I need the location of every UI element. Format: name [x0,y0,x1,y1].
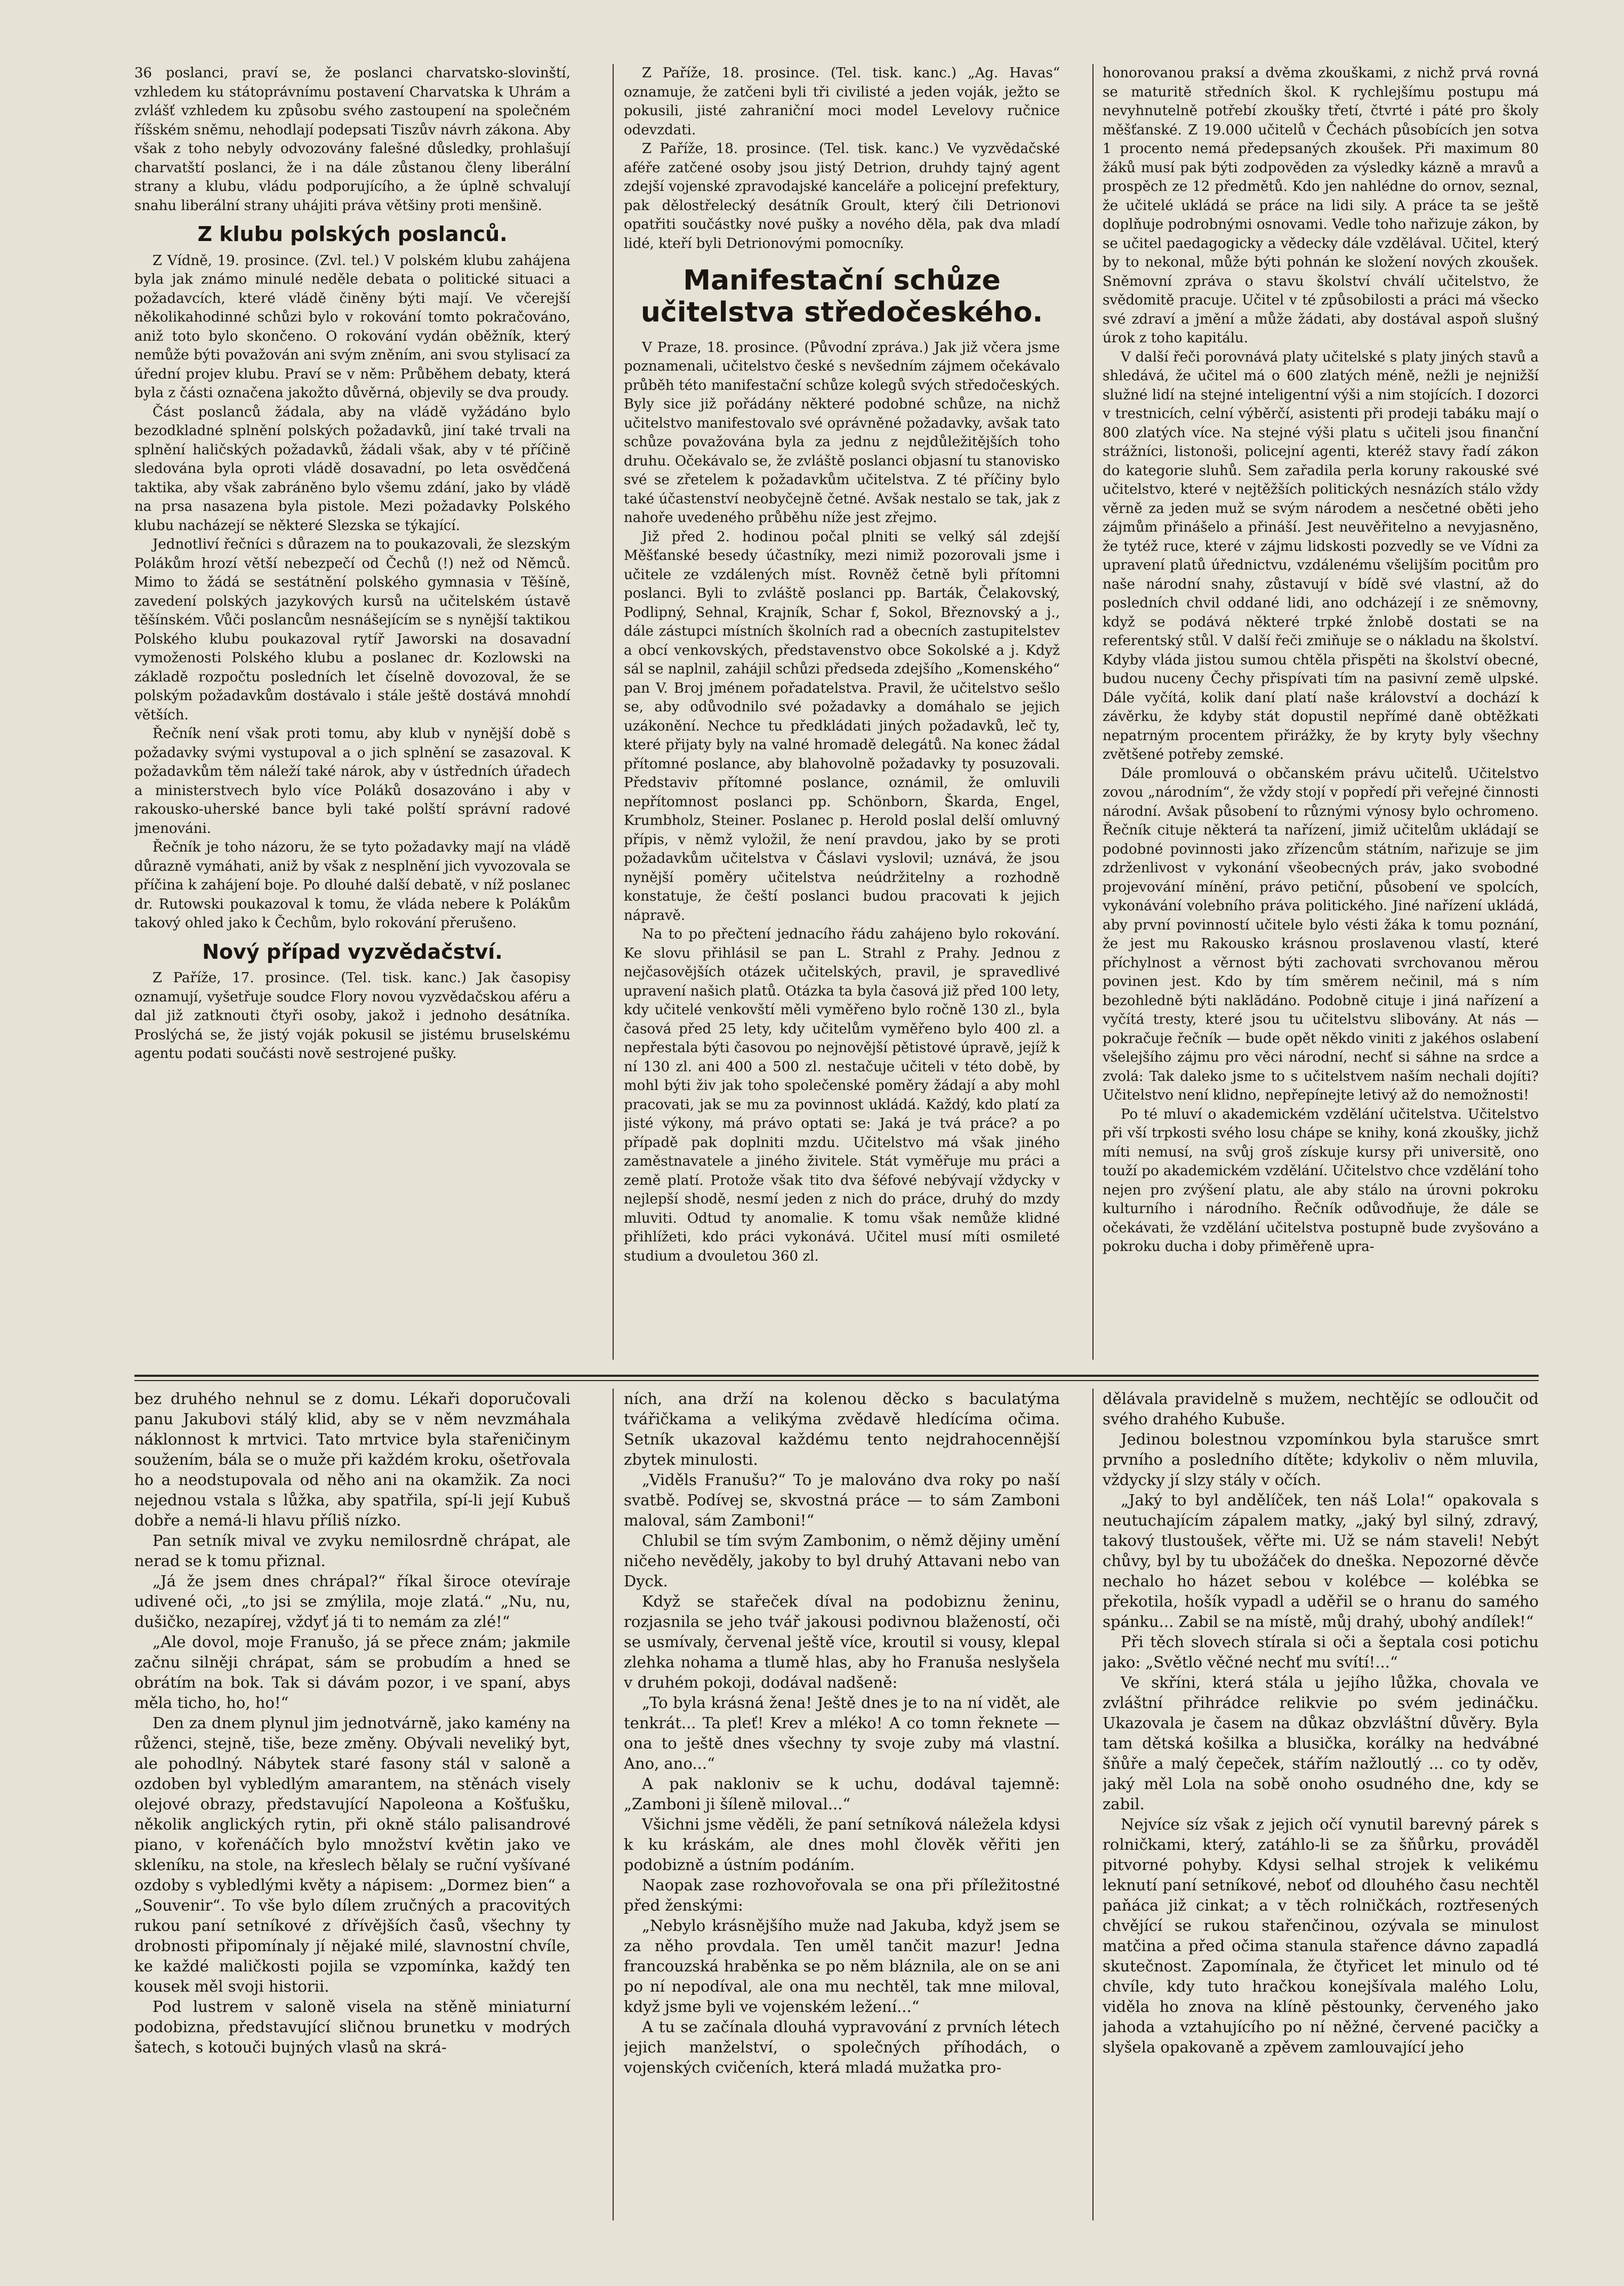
paragraph: „Ale dovol, moje Franušo, já se přece znám; jakmile začnu silněji chrápat, sám se probudím a hned se obrátím na bok. Tak si dávám pozor, i ve spaní, abys měla ticho, ho, ho!“ [134,1633,570,1712]
paragraph: Pod lustrem v saloně visela na stěně miniaturní podobizna, představující sličnou brunetku v modrých šatech, s kotouči bujných vlasů na skrá- [134,1998,570,2056]
paragraph: Dále promlouvá o občanském právu učitelů. Učitelstvo zovou „národním“, že vždy stojí v popředí při veřejné činnosti národní. Avšak působení to různými výnosy bylo ochromeno. Řečník cituje některá ta nařízení, jimiž učitelům ukládají se podobné povinnosti jako zřízencům státním, nařizuje se jim zdrženlivost v vykonání všeobecných práv, jako svobodné projevování mínění, právo petiční, působení ve spolcích, vykonávání volebního práva politického. Jiné nařízení ukládá, aby první povinností učitele bylo vésti žáka k tomu poznání, že jest mu Rakousko krásnou proslavenou vlastí, které příchylnost a věrnost býti zachovati svrchovanou měrou povinen jest. Kdo by tím směrem nečinil, má s ním bezohledně býti naklădáno. Podobně cituje i jiná nařízení a vyčítá tresty, které jsou tu učitelstvu slibovány. At nás — pokračuje řečník — bude opět někdo viniti z jakéhos oslabení všelejšího zájmu pro věci národní, nechť si sáhne na srdce a zvolá: Tak daleko jsme to s učitelstvem naším nechali dojíti? Učitelstvo není klidno, nepřepínejte letivý až do nemožnosti! [1103,765,1539,1103]
paragraph: Z Paříže, 18. prosince. (Tel. tisk. kanc.) Ve vyzvědačské aféře zatčené osoby jsou jistý Detrion, druhdy tajný agent zdejší vojenské zpravodajské kanceláře a policejní prefektury, pak dělostřelecký desátník Groult, který čili Detrionovi opatřiti součástky nové pušky a nového děla, pak dva mladí lidé, kteří byli Detrionovými pomocníky. [624,141,1060,252]
paragraph: Ve skříni, která stála u jejího lůžka, chovala ve zvláštní přihrádce relikvie po svém jedináčku. Ukazovala je časem na důkaz obzvláštní důvěry. Byla tam dětská košilka a blusička, korálky na hedvábné šňůře a malý čepeček, stářím nažloutlý ... co ty oděv, jaký měl Lola na sobě onoho osudného dne, kdy se zabil. [1103,1673,1539,1813]
paragraph: Na to po přečtení jednacího řádu zahájeno bylo rokování. Ke slovu přihlásil se pan L. Strahl z Prahy. Jednou z nejčasovějších otázek učitelských, pravil, je spravedlivé upravení našich platů. Otázka ta byla časová již před 100 lety, kdy učitelé venkovští měli vyměřeno bylo ročně 130 zl., byla časová před 25 lety, kdy učitelům vyměřeno bylo 400 zl. a nepřestala býti časovou po nejnovější pětistové úpravě, jejíž k ní 130 zl. ani 400 a 500 zl. nestačuje učiteli v této době, by mohl býti živ jak toho společenské poměry žádají a aby mohl pracovati, jak se mu za povinnost ukládá. Každý, kdo platí za jisté výkony, má právo optati se: Jaká je tvá práce? a po případě pak doplniti mzdu. Učitelstvo má však jiného zaměstnavatele a jiného živitele. Stát vyměřuje mu práci a země platí. Protože však tito dva šéfové nebývají vždycky v nejlepší shodě, nesmí jeden z nich do práce, druhý do mzdy mluviti. Odtud ty anomalie. K tomu však nemůže klidné přihlížeti, kdo práci vykonává. Učitel musí míti osmileté studium a dvouletou 360 zl. [624,926,1060,1264]
paragraph: Nejvíce síz však z jejich očí vynutil barevný párek s rolničkami, který, zatáhlo-li se za šňůrku, prováděl pitvorné pohyby. Kdysi selhal strojek k velikému leknutí paní setníkové, neboť od dlouhého času nechtěl paňáca již cinkat; a v těch rolničkách, roztřesených chvějící se rukou stařenčinou, ozývala se minulost matčina a před očima stanula stařence dávno zapadlá skutečnost. Zapomínala, že čtyřicet let minulo od té chvíle, kdy tuto hračkou konejšívala malého Lolu, viděla ho znova na klíně pěstounky, červeného jako jahoda a vztahujícího po ní něžné, červené pacičky a slyšela opakovaně a zpěvem zamlouvající jeho [1103,1815,1539,2056]
paragraph: „Viděls Franušu?“ To je malováno dva roky po naší svatbě. Podívej se, skvostná práce — to sám Zamboni maloval, sám Zamboni!“ [624,1471,1060,1529]
paragraph: „To byla krásná žena! Ještě dnes je to na ní vidět, ale tenkrát... Ta pleť! Krev a mléko! A co tomn řeknete — ona to ještě dnes všechny ty svoje zuby má vlastní. Ano, ano...“ [624,1694,1060,1772]
paragraph: Jedinou bolestnou vzpomínkou byla starušce smrt prvního a posledního dítěte; kdykoliv o něm mluvila, vždycky jí slzy stály v očích. [1103,1430,1539,1489]
paragraph: ních, ana drží na kolenou děcko s baculatýma tvářičkama a velikýma zvědavě hledícíma očima. Setník ukazoval každému tento nejdrahocennější zbytek minulosti. [624,1390,1060,1469]
paragraph: Řečník je toho názoru, že se tyto požadavky mají na vládě důrazně vymáhati, aniž by však z nesplnění jich vyvozovala se příčina k zahájení boje. Po dlouhé další debatě, v níž poslanec dr. Rutowski poukazoval k tomu, že vláda nebere k Polákům takový ohled jako k Čechům, bylo rokování přerušeno. [134,839,570,932]
paragraph: „Já že jsem dnes chrápal?“ říkal široce otevíraje udivené oči, „to jsi se zmýlila, moje zlatá.“ „Nu, nu, dušičko, nezapírej, vždyť já ti to nemám za zlé!“ [134,1572,570,1631]
paragraph: V další řeči porovnává platy učitelské s platy jiných stavů a shledává, že učitel má o 600 zlatých méně, nežli je nejnižší služné lidí na stejné inteligentní výši a nim stojících. I dozorci v trestnicích, celní výběrčí, asistenti při prodeji tabáku mají o 800 zlatých více. Na stejné výši platu s učiteli jsou finanční strážníci, listonoši, policejní agenti, kteréž stavy řadí zákon do kategorie sluhů. Sem zařadila perla koruny rakouské své učitelstvo, které v nejtěžších politických nesnázích stálo vždy věrně za jeden muž se svým národem a nesčetné oběti jeho zájmům přinášelo a přináší. Jest neuvěřitelno a nevyjasněno, že tytéž ruce, které v zájmu lidskosti pozvedly se ve Vídni za upravení platů úřednictvu, vzdálenému všelijším pocitům pro naše národní snahy, zůstavují v bídě své vlastní, až do posledních chvil oddané lidi, ano odcházejí i ze sněmovny, když se podává některé trpké žnlobě dostati se na referentský stůl. V další řeči zmiňuje se o nákladu na školství. Kdyby vláda jistou sumou chtěla přispěti na školství obecné, budou nuceny Čechy přispívati tím na pasivní země ulpské. Dále vyčítá, kolik daní platí naše království a dochází k závěrku, že kdyby stát dopustil nepřímé daně obtěžkati nepatrným procentem přirážky, že by kryty byly všechny zvětšené potřeby zemské. [1103,349,1539,763]
feuilleton-column-1 [134,1389,570,2242]
paragraph: Z Paříže, 17. prosince. (Tel. tisk. kanc.) Jak časopisy oznamují, vyšetřuje soudce Flory novou vyzvědačskou aféru a dal již zatknouti čtyři osoby, jakož i jednoho desátníka. Proslýchá se, že jistý voják pokusil se jistému bruselskému agentu podati součásti nově sestrojené pušky. [134,970,570,1062]
column-divider [1092,64,1094,1360]
feuilleton-column-3 [1103,1389,1539,2242]
news-column-2 [624,64,1060,1365]
paragraph: Naopak zase rozhovořovala se ona při příležitostné před ženskými: [624,1876,1060,1914]
paragraph: Jednotliví řečníci s důrazem na to poukazovali, že slezským Polákům hrozí větší nebezpečí od Čechů (!) než od Němců. Mimo to žádá se sestátnění polského gymnasia v Těšíně, zavedení polských jazykových kursů na učitelském ústavě těšínském. Vůči poslancům nesnášejícím se s nynější taktikou Polského klubu poukazoval rytíř Jaworski na dosavadní vymoženosti Polského klubu a poslanec dr. Kozlowski na základě rozpočtu posledních let číselně dovozoval, že se polským požadavkům dostávalo i stále ještě dostává mnohdí větších. [134,536,570,723]
paragraph: Všichni jsme věděli, že paní setníková náležela kdysi k ku kráskám, ale dnes mohl člověk věřiti jen podobizně a ústním podáním. [624,1815,1060,1874]
paragraph: Již před 2. hodinou počal plniti se velký sál zdejší Měšťanské besedy účastníky, mezi nimiž pozorovali jsme i učitele ze vzdálených míst. Rovněž četně byli přítomni poslanci. Byli to zvláště poslanci pp. Barták, Čelakovský, Podlipný, Sehnal, Krajník, Schar f, Sokol, Březnovský a j., dále zástupci místních školních rad a obecních zastupitelstev a obcí venkovských, představenstvo obce Sokolské a j. Když sál se naplnil, zahájil schůzi předseda zdejšího „Komenského“ pan V. Broj jménem pořadatelstva. Pravil, že učitelstvo sešlo se, aby odůvodnilo své požadavky a domáhalo se jejich uzákonění. Nechce tu předkládati jiných požadavků, leč ty, které přijaty byly na valné hromadě delegátů. Na konec žádal přítomné poslance, aby blahovolně požadavky ty posuzovali. Představiv přítomné poslance, oznámil, že omluvili nepřítomnost poslanci pp. Schönborn, Škarda, Engel, Krumbholz, Steiner. Poslanec p. Herold poslal delší omluvný přípis, v němž vyložil, že není pravdou, jako by se proti požadavkům učitelstva v Čáslavi vyslovil; uznává, že jsou nynější poměry učitelstva neúdržitelny a rozhodně konstatuje, že čeští poslanci budou pracovati k jejich nápravě. [624,528,1060,924]
paragraph: Při těch slovech stírala si oči a šeptala cosi potichu jako: „Světlo věčné nechť mu svítí!...“ [1103,1633,1539,1671]
paragraph: „Jaký to byl andělíček, ten náš Lola!“ opakovala s neutuchajícím zápalem matky, „jaký byl silný, zdravý, takový tlustoušek, věřte mi. Už se nám staveli! Nebýt chůvy, byl by tu ubožáček do dneška. Nepozorné děvče nechalo ho házet sebou v kolébce — kolébka se překotila, hošík vypadl a uděřil se o hranu do samého spánku... Zabil se na místě, můj drahý, ubohý andílek!“ [1103,1491,1539,1631]
section-heading: Manifestační schůze učitelstva středočeského. [640,264,1043,328]
paragraph: A tu se začínala dlouhá vypravování z prvních létech jejich manželství, o společných příhodách, o vojenských cvičeních, která mladá mužatka pro- [624,2018,1060,2076]
paragraph: Den za dnem plynul jim jednotvárně, jako kamény na růženci, stejně, tiše, beze změny. Obývali neveliký byt, ale pohodlný. Nábytek staré fasony stál v saloně a ozdoben byl vybledlým amarantem, na stěnách visely olejové obrazy, představující Napoleona a Košťušku, několik anglických rytin, při okně stálo palisandrové piano, v kořenáčích bylo množství květin jako ve skleníku, na stole, na křeslech bělaly se ruční vyšívané ozdoby s vybledlými květy a nápisem: „Dormez bien“ a „Souvenir“. To vše bylo dílem zručných a pracovitých rukou paní setníkové z dřívějších časů, všechny ty drobnosti připomínaly jí nějaké milé, slavnostní chvíle, ke každé maličkosti pojila se vzpomínka, každý ten kousek měl svoji historii. [134,1714,570,1995]
section-heading: Z klubu polských poslanců. [197,222,508,246]
paragraph: Pan setník mival ve zvyku nemilosrdně chrápat, ale nerad se k tomu přiznal. [134,1531,570,1570]
paragraph: Chlubil se tím svým Zambonim, o němž dějiny umění ničeho nevěděly, jakoby to byl druhý Attavani nebo van Dyck. [624,1531,1060,1590]
paragraph: „Nebylo krásnějšího muže nad Jakuba, když jsem se za něho provdala. Ten uměl tančit mazur! Jedna francouzská hraběnka se po něm bláznila, ale on se ani po ní nepodíval, ale ona mu nechtěl, tak mne miloval, když jsme byli ve vojenském ležení...“ [624,1916,1060,2016]
section-separator [134,1375,1539,1377]
section-heading: Nový případ vyzvědačství. [202,940,503,964]
paragraph: A pak nakloniv se k uchu, dodával tajemně: „Zamboni ji šíleně miloval...“ [624,1775,1060,1813]
paragraph: bez druhého nehnul se z domu. Lékaři doporučovali panu Jakubovi stálý klid, aby se v něm nevzmáhala náklonnost k mrtvici. Tato mrtvice byla stařeničinym soužením, bála se o muže při každém kroku, ošetřovala ho a neodstupovala od něho ani na okamžik. Za noci nejednou vstala s lůžka, aby spatřila, spí-li její Kubuš dobře a nemá-li hlavu příliš nízko. [134,1390,570,1529]
news-column-3 [1103,64,1539,1365]
paragraph: Řečník není však proti tomu, aby klub v nynější době s požadavky svými vystupoval a o jich splnění se zasazoval. K požadavkům těm náleží také nárok, aby v ústředních úřadech a ministerstvech bylo více Poláků dosazováno i aby v rakousko-uherské bance byli také polští správní radové jmenováni. [134,726,570,837]
paragraph: Po té mluví o akademickém vzdělání učitelstva. Učitelstvo při vší trpkosti svého losu chápe se knihy, koná zkoušky, jichž míti nemusí, na svůj groš získuje kursy při universitě, ono touží po akademickém vzdělání. Učitelstvo chce vzdělání toho nejen pro zvýšení platu, ale aby stálo na úrovni pokroku kulturního i národního. Řečník odůvodňuje, že dále se očekávati, že vzdělání učitelstva postupně bude zvyšováno a pokroku ducha i doby přiměřeně upra- [1103,1106,1539,1255]
paragraph: honorovanou praksí a dvěma zkouškami, z nichž prvá rovná se maturitě středních škol. K rychlejšímu postupu má nevyhnutelně potřebí zkoušky třetí, čtvrté i páté pro školy měšťanské. Z 19.000 učitelů v Čechách působících jen sotva 1 procento nemá předepsaných zkoušek. Při maximum 80 žáků musí pak býti zodpověden za výsledky kázně a mravů a prospěch ze 12 předmětů. Kdo jen nahlédne do ornov, seznal, že učitelé ukládá se práce na lidi sily. A práce ta se ještě doplňuje podrobnými osnovami. Vedle toho nařizuje zákon, by se učitel paedagogicky a vědecky dále vzdělával. Učitel, který by to nekonal, může býti pohnán ke složení nových zkoušek. Sněmovní zpráva o stavu školství chválí učitelstvo, že svědomitě pracuje. Učitel v té způsobilosti a práci má všecko své zdraví a jmění a může žádati, aby dostával aspoň slušný úrok z toho kapitálu. [1103,65,1539,346]
paragraph: Část poslanců žádala, aby na vládě vyžádáno bylo bezodkladné splnění polských požadavků, jiní také trvali na splnění haličských požadavků, žádali však, aby v té příčině sledována byla oproti vládě dosavadní, po leta osvědčená taktika, aby však zabráněno bylo všemu zdání, jako by vládě na prsa nasazena byla pistole. Mezi požadavky Polského klubu nacházejí se některé Slezska se týkající. [134,404,570,534]
column-divider [613,1389,614,2220]
news-column-1 [134,64,570,1365]
section-separator [134,1380,1539,1381]
paragraph: V Praze, 18. prosince. (Původní zpráva.) Jak již včera jsme poznamenali, učitelstvo české s nevšedním zájmem očekávalo průběh této manifestační schůze kolegů svých středočeských. Byly sice již pořádány některé podobné schůze, na nichž učitelstvo manifestovalo své oprávněné požadavky, avšak tato schůze považována byla za jednu z nejdůležitějších toho druhu. Očekávalo se, že zvláště poslanci objasní tu stanovisko své se zřetelem k požadavkům učitelstva. Z té příčiny bylo také účastenství neobyčejně četné. Avšak nestalo se tak, jak z nahoře uvedeného průběhu níže jest zřejmo. [624,339,1060,526]
column-divider [1092,1389,1094,2220]
feuilleton-column-2 [624,1389,1060,2242]
paragraph: Z Vídně, 19. prosince. (Zvl. tel.) V polském klubu zahájena byla jak známo minulé neděle debata o politické situaci a požadavcích, které vládě činěny býti mají. Ve včerejší několikahodinné schůzi bylo v rokování tomto pokračováno, aniž toto bylo skončeno. O rokování vydán oběžník, který nemůže býti považován ani svým zněním, ani svou stylisací za úřední projev klubu. Praví se v něm: Průběhem debaty, která byla z části označena jakožto důvěrná, objevily se dva proudy. [134,252,570,402]
paragraph: 36 poslanci, praví se, že poslanci charvatsko-slovinští, vzhledem ku státoprávnímu postavení Charvatska k Uhrám a zvlášť vzhledem ku způsobu svého zastoupení na společném říšském sněmu, nehodlají podepsati Tiszův návrh zákona. Aby však z toho nebyly odvozovány falešné důsledky, prohlašují charvatští poslanci, že i na dále zůstanou členy liberální strany a klubu, vládu podporujícího, a že úplně schvalují snahu liberální strany uhájiti práva většiny proti menšině. [134,65,570,214]
paragraph: Když se stařeček díval na podobiznu ženinu, rozjasnila se jeho tvář jakousi podivnou blažeností, oči se usmívaly, červenal ještě více, kroutil si vousy, klepal zlehka nohama a tlumě hlas, aby ho Franuša neslyšela v druhém pokoji, dodával nadšeně: [624,1592,1060,1691]
paragraph: dělávala pravidelně s mužem, nechtějíc se odloučit od svého drahého Kubuše. [1103,1390,1539,1428]
column-divider [613,64,614,1360]
paragraph: Z Paříže, 18. prosince. (Tel. tisk. kanc.) „Ag. Havas“ oznamuje, že zatčeni byli tři civilisté a jeden voják, ježto se pokusili, jisté zahraniční moci model Levelovy ručnice odevzdati. [624,65,1060,138]
